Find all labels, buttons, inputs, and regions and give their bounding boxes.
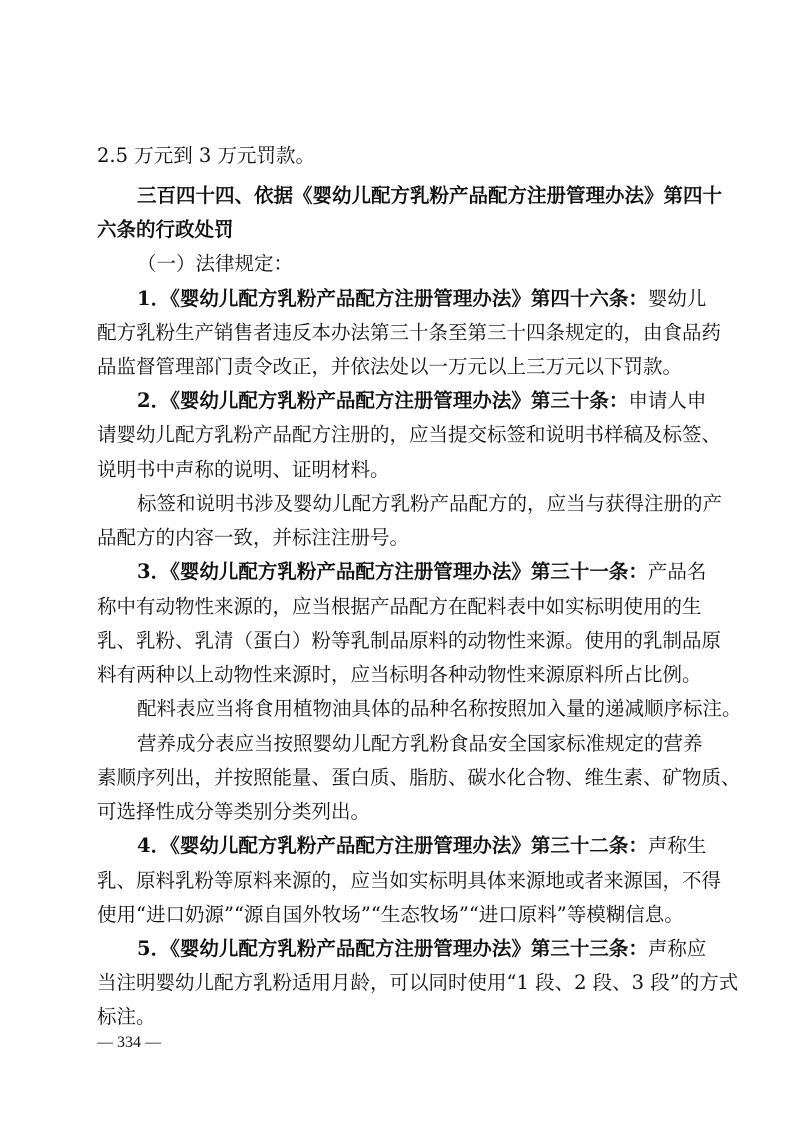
page-number: — 334 —: [97, 1034, 161, 1051]
subsection-label: （一）法律规定：: [137, 252, 294, 275]
article-line: [137, 559, 707, 585]
article-title: 1．《婴幼儿配方乳粉产品配方注册管理办法》第四十六条：: [137, 287, 648, 310]
article-line: [137, 833, 707, 859]
article-text: 产品名: [647, 560, 707, 583]
text-line: 乳、原料乳粉等原料来源的，应当如实标明具体来源地或者来源国，不得: [97, 869, 722, 892]
text-line: 可选择性成分等类别分类列出。: [97, 800, 371, 823]
article-text: 声称生: [647, 834, 707, 857]
text-line: 标签和说明书涉及婴幼儿配方乳粉产品配方的，应当与获得注册的产: [137, 492, 723, 515]
article-text: 声称应: [647, 937, 707, 960]
text-line: 配方乳粉生产销售者违反本办法第三十条至第三十四条规定的，由食品药: [97, 321, 722, 344]
text-line: 2.5 万元到 3 万元罚款。: [97, 144, 316, 167]
text-line: 当注明婴幼儿配方乳粉适用月龄，可以同时使用“1 段、2 段、3 段”的方式: [97, 971, 739, 994]
article-line: [137, 936, 707, 962]
article-text: 申请人申: [628, 389, 707, 412]
text-line: 料有两种以上动物性来源时，应当标明各种动物性来源原料所占比例。: [97, 663, 702, 686]
text-line: 使用“进口奶源”“源自国外牧场”“生态牧场”“进口原料”等模糊信息。: [97, 903, 684, 926]
text-line: 配料表应当将食用植物油具体的品种名称按照加入量的递减顺序标注。: [137, 697, 742, 720]
article-title: 2．《婴幼儿配方乳粉产品配方注册管理办法》第三十条：: [137, 389, 629, 412]
article-text: 婴幼儿: [647, 287, 707, 310]
article-line: [137, 388, 707, 414]
text-line: 营养成分表应当按照婴幼儿配方乳粉食品安全国家标准规定的营养: [137, 732, 703, 755]
text-line: 说明书中声称的说明、证明材料。: [97, 458, 390, 481]
text-line: 称中有动物性来源的，应当根据产品配方在配料表中如实标明使用的生: [97, 595, 702, 618]
text-line: 品监督管理部门责令改正，并依法处以一万元以上三万元以下罚款。: [97, 355, 683, 378]
section-heading: 三百四十四、依据《婴幼儿配方乳粉产品配方注册管理办法》第四十: [137, 184, 723, 207]
article-line: [137, 286, 707, 312]
section-heading-cont: 六条的行政处罚: [97, 218, 234, 241]
text-line: 标注。: [97, 1005, 156, 1028]
article-title: 5．《婴幼儿配方乳粉产品配方注册管理办法》第三十三条：: [137, 937, 648, 960]
article-title: 3．《婴幼儿配方乳粉产品配方注册管理办法》第三十一条：: [137, 560, 648, 583]
text-line: 乳、乳粉、乳清（蛋白）粉等乳制品原料的动物性来源。使用的乳制品原: [97, 629, 722, 652]
text-line: 品配方的内容一致，并标注注册号。: [97, 526, 410, 549]
article-title: 4．《婴幼儿配方乳粉产品配方注册管理办法》第三十二条：: [137, 834, 648, 857]
text-line: 素顺序列出，并按照能量、蛋白质、脂肪、碳水化合物、维生素、矿物质、: [97, 766, 741, 789]
text-line: 请婴幼儿配方乳粉产品配方注册的，应当提交标签和说明书样稿及标签、: [97, 423, 722, 446]
